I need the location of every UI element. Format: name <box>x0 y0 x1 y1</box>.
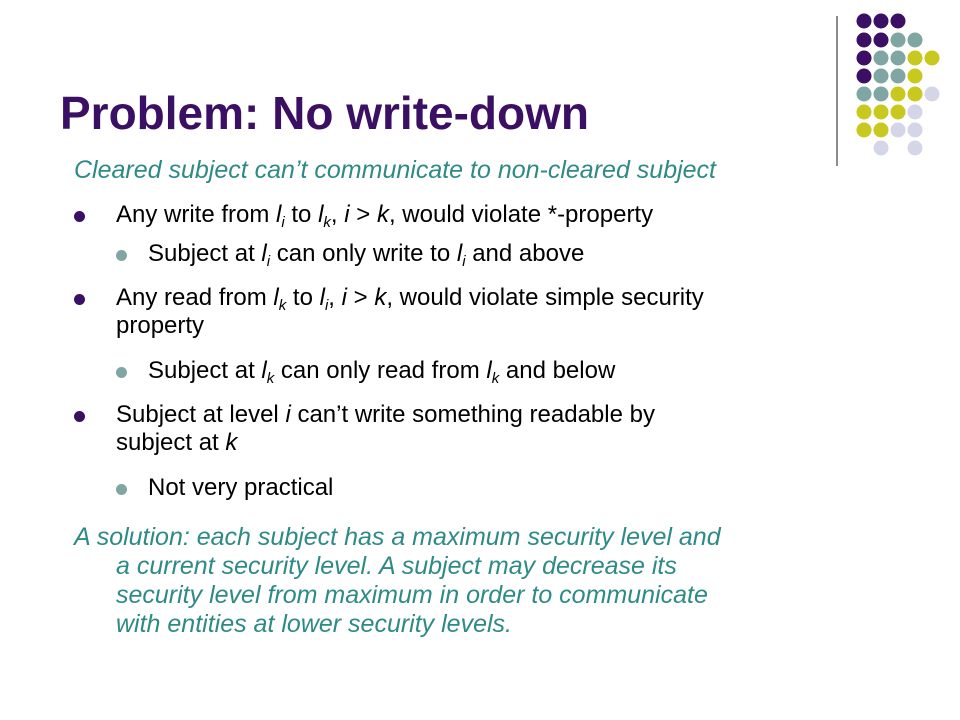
dot-row-8 <box>874 141 923 156</box>
decorative-dot-grid <box>0 0 960 170</box>
bullet-level-i-line2: subject at k <box>116 429 238 456</box>
slide-title: Problem: No write-down <box>60 87 589 139</box>
bullet-level-i-line1: Subject at level i can’t write something readable by <box>116 401 655 428</box>
intro-text: Cleared subject can’t communicate to non-cleared subject <box>74 156 717 184</box>
solution-line-2: a current security level. A subject may decrease its <box>116 552 677 580</box>
bullet-marker-1 <box>74 211 85 222</box>
dot-row-5 <box>857 87 940 102</box>
solution-line-4: with entities at lower security levels. <box>116 610 512 638</box>
sub-bullet-marker-1 <box>116 250 127 261</box>
dot-row-2 <box>857 33 923 48</box>
vertical-divider-line <box>836 16 838 166</box>
bullet-write-from: Any write from $l_i$ to $l_k$, i > k, would violate *-property <box>116 201 654 231</box>
dot-row-1 <box>857 14 906 29</box>
bullet-marker-2 <box>74 294 85 305</box>
bullet-read-from-line1: Any read from $l_k$ to $l_i$, i > k, would violate simple security <box>116 284 704 314</box>
dot-row-7 <box>857 123 923 138</box>
dot-row-3 <box>857 51 940 66</box>
solution-line-3: security level from maximum in order to communicate <box>116 581 708 609</box>
dot-row-6 <box>857 105 923 120</box>
sub-bullet-marker-3 <box>116 484 127 495</box>
bullet-read-from-line2: property <box>116 312 205 339</box>
sub-bullet-not-practical: Not very practical <box>148 474 334 501</box>
sub-bullet-read-from: Subject at $l_k$ can only read from $l_k$ and below <box>148 357 616 387</box>
solution-line-1: A solution: each subject has a maximum security level and <box>74 523 721 551</box>
dot-row-4 <box>857 69 923 84</box>
sub-bullet-marker-2 <box>116 367 127 378</box>
sub-bullet-write-to: Subject at $l_i$ can only write to $l_i$ and above <box>148 240 585 270</box>
bullet-marker-3 <box>74 411 85 422</box>
